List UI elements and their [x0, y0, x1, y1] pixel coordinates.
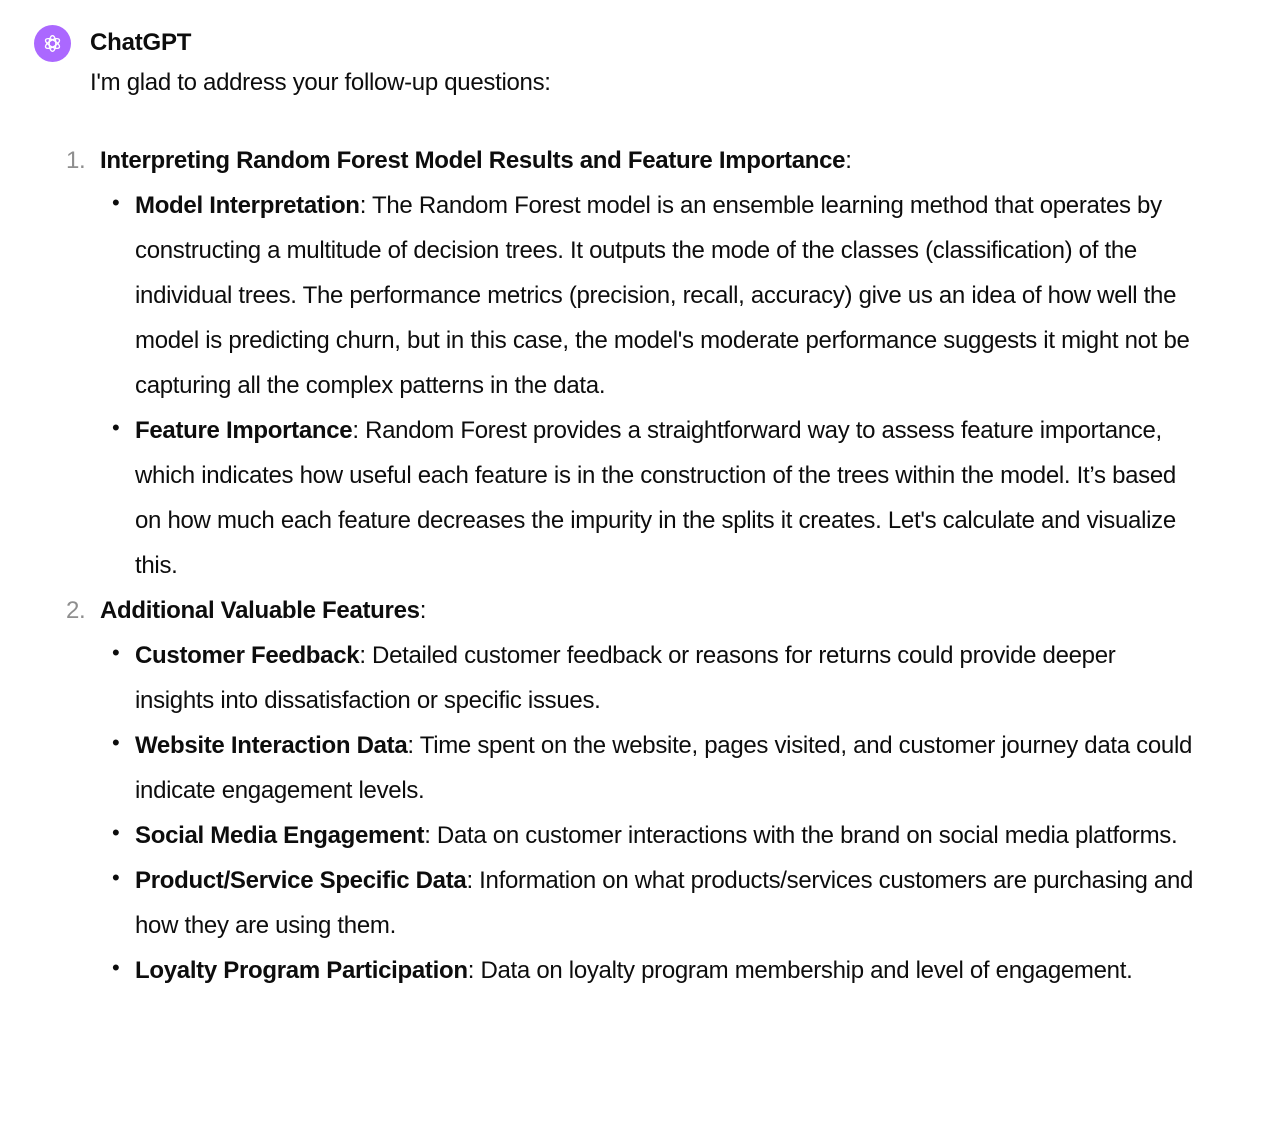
ordered-list [0, 138, 1278, 993]
assistant-avatar [34, 25, 71, 62]
section-number: 1. [66, 147, 86, 174]
bullet-icon: • [112, 190, 120, 215]
bullet-label: Product/Service Specific Data [135, 867, 467, 894]
bullet-icon: • [112, 865, 120, 890]
bullet-label: Feature Importance [135, 417, 353, 444]
bullet-icon: • [112, 955, 120, 980]
openai-logo-icon [40, 31, 65, 56]
list-section [0, 588, 1278, 993]
list-section [0, 138, 1278, 588]
section-title-text: Additional Valuable Features [100, 597, 420, 624]
section-heading [0, 138, 1278, 183]
bullet-text: : The Random Forest model is an ensemble learning method that operates by constructing a multitude of decision trees. It outputs the mode of the classes (classification) of the individual trees. The performance metrics (precision, recall, accuracy) give us an idea of how well the model is predicting churn, but in this case, the model's moderate performance suggests it might not be capturing all the complex patterns in the data. [135, 192, 1190, 399]
bullet-icon: • [112, 640, 120, 665]
section-title-text: Interpreting Random Forest Model Results and Feature Importance [100, 147, 846, 174]
section-title [100, 588, 426, 633]
bullet-label: Model Interpretation [135, 192, 360, 219]
bullet-label: Website Interaction Data [135, 732, 408, 759]
bullet-text: : Data on customer interactions with the brand on social media platforms. [424, 822, 1178, 849]
bullet-label: Customer Feedback [135, 642, 360, 669]
list-item [0, 633, 1195, 723]
intro-text: I'm glad to address your follow-up questions: [90, 69, 551, 96]
section-title-suffix: : [845, 147, 852, 174]
section-heading [0, 588, 1278, 633]
section-title-suffix: : [419, 597, 427, 624]
section-title [100, 138, 852, 183]
bullet-icon: • [112, 730, 120, 755]
bullet-text: : Random Forest provides a straightforward way to assess feature importance, which indicates how useful each feature is in the construction of the trees within the model. It’s based on how much each feature decreases the impurity in the splits it creates. Let's calculate and visualize this. [135, 417, 1176, 579]
bullet-text: : Time spent on the website, pages visited, and customer journey data could indicate engagement levels. [135, 732, 1193, 804]
bullet-text: : Detailed customer feedback or reasons for returns could provide deeper insights into dissatisfaction or specific issues. [135, 642, 1116, 714]
list-item [0, 813, 1195, 858]
list-item [0, 948, 1195, 993]
bullet-list [0, 633, 1278, 993]
bullet-icon: • [112, 415, 120, 440]
list-item [0, 723, 1195, 813]
list-item [0, 183, 1195, 408]
bullet-label: Loyalty Program Participation [135, 957, 468, 984]
section-number: 2. [66, 597, 86, 624]
author-name: ChatGPT [90, 29, 192, 56]
bullet-list [0, 183, 1278, 588]
list-item [0, 858, 1195, 948]
bullet-text: : Information on what products/services customers are purchasing and how they are using them. [135, 867, 1194, 939]
list-item [0, 408, 1195, 588]
bullet-label: Social Media Engagement [135, 822, 425, 849]
bullet-icon: • [112, 820, 120, 845]
bullet-text: : Data on loyalty program membership and level of engagement. [467, 957, 1133, 984]
